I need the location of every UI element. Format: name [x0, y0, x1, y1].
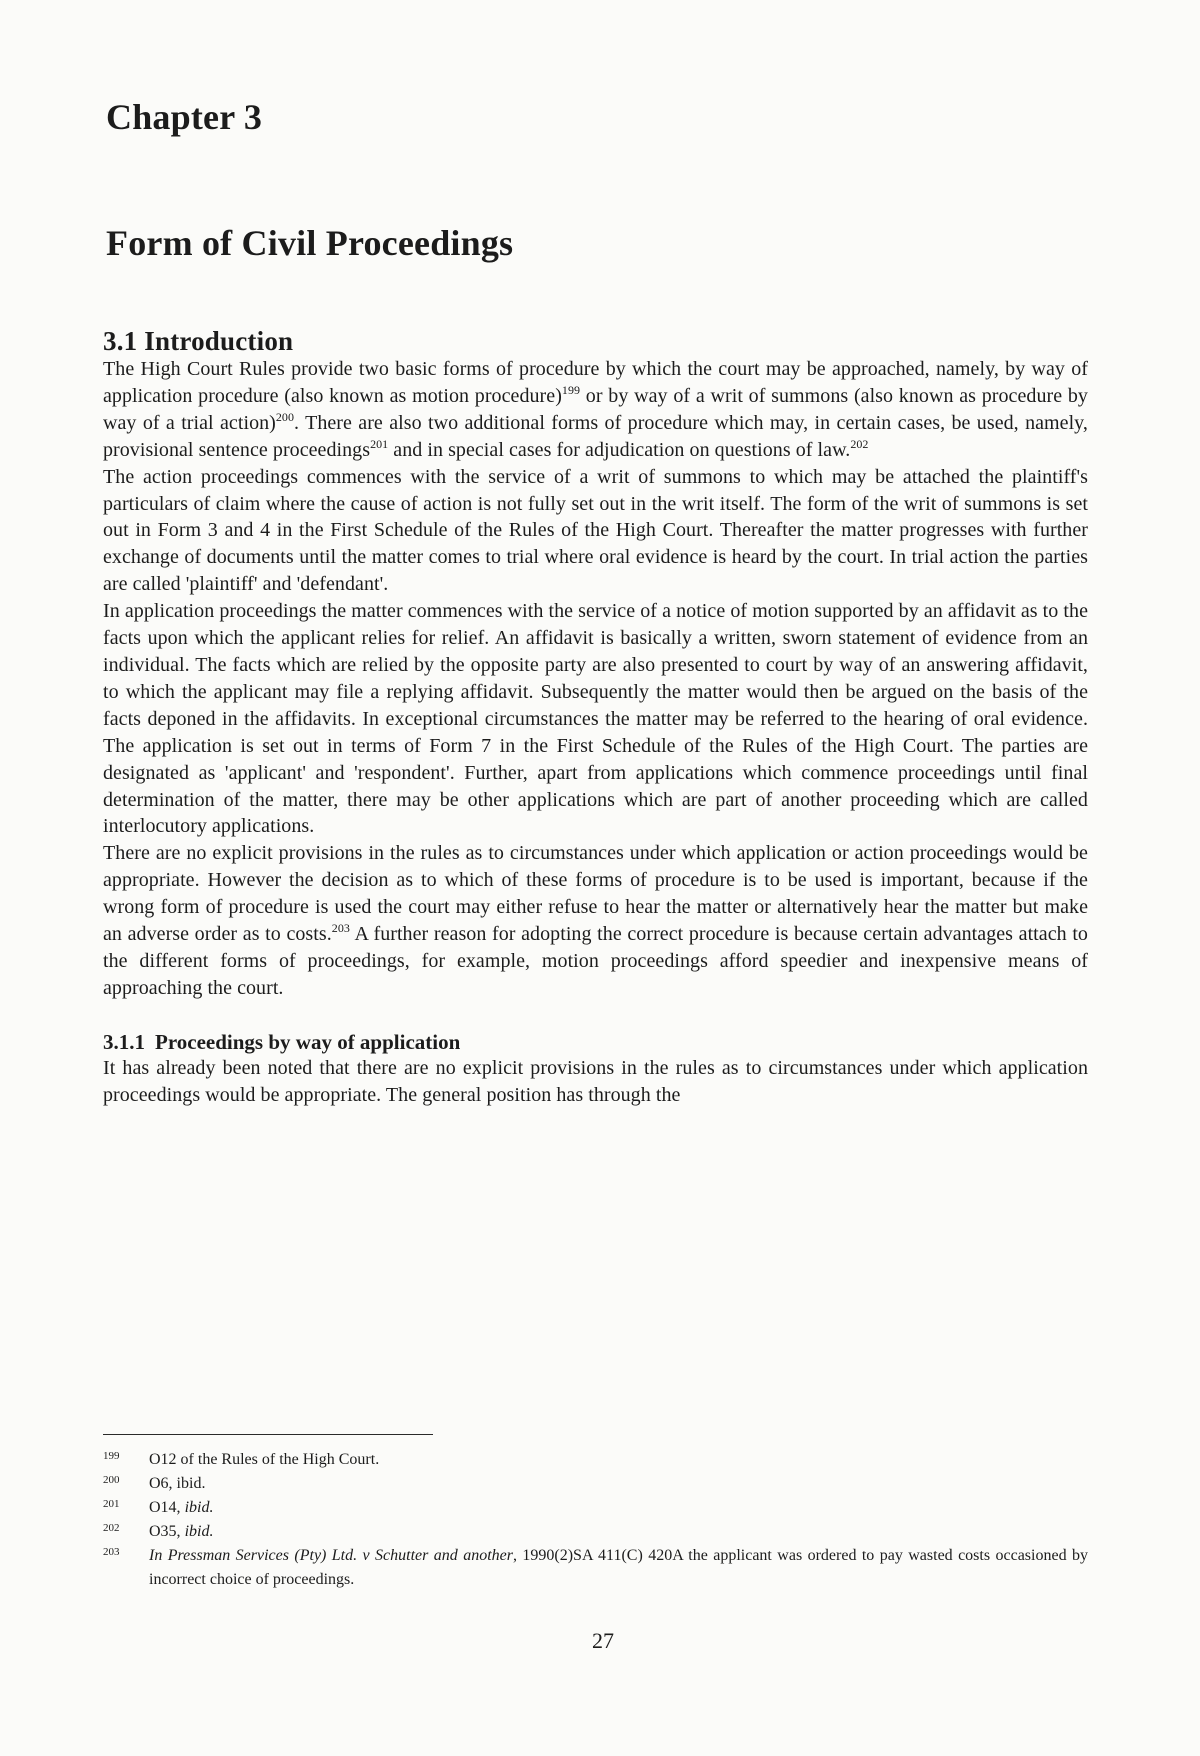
footnote-202 [103, 1520, 1088, 1544]
footnote-203 [103, 1544, 1088, 1592]
section-heading-introduction: 3.1 Introduction [103, 326, 294, 356]
subsection-heading-application [103, 1029, 1088, 1055]
paragraph-application-proceedings: In application proceedings the matter commences with the service of a notice of motion supported by an affidavit as to the facts upon which the applicant relies for relief. An affidavit is basically a written, sworn statement of evidence from an individual. The facts which are relied by the opposite party are also presented to court by way of an answering affidavit, to which the applicant may file a replying affidavit. Subsequently the matter would then be argued on the basis of the facts deponed in the affidavits. In exceptional circumstances the matter may be referred to the hearing of oral evidence. The application is set out in terms of Form 7 in the First Schedule of the Rules of the High Court. The parties are designated as 'applicant' and 'respondent'. Further, apart from applications which commence proceedings until final determination of the matter, there may be other applications which are part of another proceeding which are called interlocutory applications. [103, 600, 1088, 838]
paragraph-action-proceedings: The action proceedings commences with the service of a writ of summons to which may be attached the plaintiff's particulars of claim where the cause of action is not fully set out in the writ itself. The form of the writ of summons is set out in Form 3 and 4 in the First Schedule of the Rules of the High Court. Thereafter the matter progresses with further exchange of documents until the matter comes to trial where oral evidence is heard by the court. In trial action the parties are called 'plaintiff' and 'defendant'. [103, 465, 1088, 596]
footnote-ref-201: 201 [370, 436, 389, 451]
footnote-ref-199: 199 [561, 382, 581, 397]
footnote-200 [103, 1472, 1088, 1496]
footnote-text: O35, ibid. [149, 1523, 214, 1540]
footnotes [103, 1448, 1088, 1592]
footnote-199 [103, 1448, 1088, 1472]
case-citation: In Pressman Services (Pty) Ltd. v Schutter and another [149, 1547, 513, 1564]
footnote-text: O14, ibid. [149, 1499, 214, 1516]
footnote-number: 199 [103, 1450, 120, 1462]
footnote-text: O12 of the Rules of the High Court. [149, 1451, 380, 1468]
subsection-title: Proceedings by way of application [155, 1029, 461, 1054]
chapter-title: Form of Civil Proceedings [106, 223, 514, 263]
footnote-number: 200 [103, 1474, 120, 1486]
footnote-number: 203 [103, 1546, 120, 1558]
footnote-ref-202: 202 [850, 436, 869, 451]
footnote-text: O6, ibid. [149, 1475, 206, 1492]
paragraph-choice-of-procedure: There are no explicit provisions in the rules as to circumstances under which application or action proceedings would be appropriate. However the decision as to which of these forms of procedure is to be used is important, because if the wrong form of procedure is used the court may either refuse to hear the matter or alternatively hear the matter but make an adverse order as to costs.$^{203}$ A further reason for adopting the correct procedure is because certain advantages attach to the different forms of proceedings, for example, motion proceedings afford speedier and inexpensive means of approaching the court. [103, 842, 1088, 999]
footnote-ref-200: 200 [275, 409, 295, 424]
page-number: 27 [592, 1628, 614, 1653]
document-page [103, 0, 1088, 1756]
footnote-text: In Pressman Services (Pty) Ltd. v Schutter and another, 1990(2)SA 411(C) 420A the applicant was ordered to pay wasted costs occasioned by incorrect choice of proceedings. [149, 1547, 1088, 1588]
footnote-number: 201 [103, 1498, 120, 1510]
paragraph-forms-of-procedure: The High Court Rules provide two basic forms of procedure by which the court may be approached, namely, by way of application procedure (also known as motion procedure)$^{199}$ or by way of a writ of summons (also known as procedure by way of a trial action)$^{200}$. There are also two additional forms of procedure which may, in certain cases, be used, namely, provisional sentence proceedings$^{201}$ and in special cases for adjudication on questions of law.$^{202}$ [103, 358, 1088, 461]
paragraph-application-intro: It has already been noted that there are no explicit provisions in the rules as to circumstances under which application proceedings would be appropriate. The general position has through the [103, 1056, 1088, 1106]
footnote-number: 202 [103, 1522, 120, 1534]
footnote-201 [103, 1496, 1088, 1520]
chapter-label: Chapter 3 [106, 97, 263, 137]
main-body [103, 326, 1088, 1109]
footnote-divider [103, 1434, 433, 1435]
subsection-number: 3.1.1 [103, 1029, 145, 1054]
footnote-ref-203: 203 [331, 921, 350, 936]
